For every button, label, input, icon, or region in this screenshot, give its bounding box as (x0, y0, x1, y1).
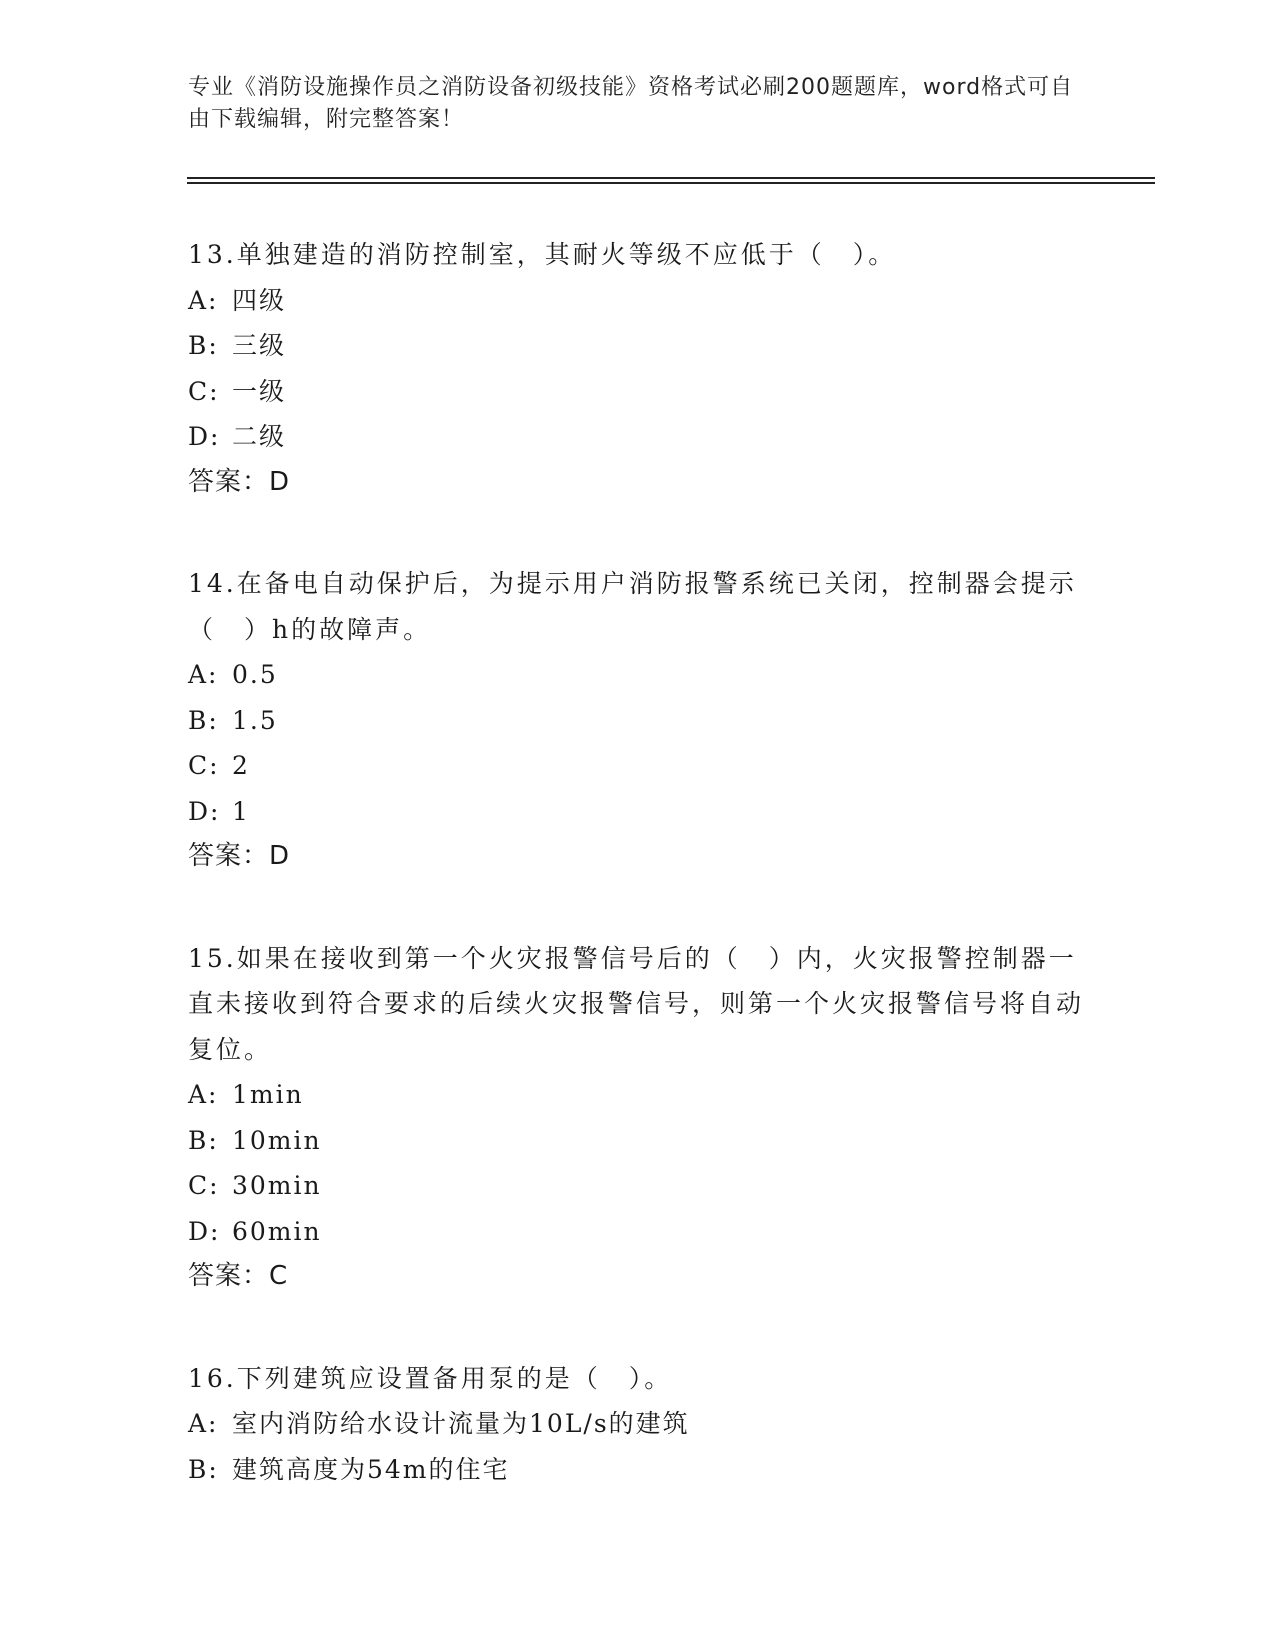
option-text: 0.5 (232, 660, 278, 689)
option-letter: B: (188, 331, 219, 360)
header-divider-bottom (187, 182, 1155, 184)
option-d (188, 789, 1088, 835)
option-b (188, 698, 1088, 744)
option-text: 2 (232, 751, 250, 780)
option-text: 1.5 (232, 705, 278, 735)
option-b (188, 1447, 1088, 1493)
option-letter: C: (188, 1171, 220, 1200)
question-list (188, 232, 1088, 1548)
option-text: 三级 (232, 331, 287, 360)
answer-line: 答案：D (188, 466, 291, 497)
option-text: 一级 (232, 376, 287, 406)
header-divider-top (187, 177, 1155, 179)
question-stem: 16.下列建筑应设置备用泵的是（ ）。 (188, 1363, 673, 1393)
option-letter: A: (188, 285, 219, 315)
option-b (188, 323, 1088, 369)
option-d (188, 1209, 1088, 1255)
option-text: 四级 (232, 285, 287, 315)
option-text: 二级 (232, 422, 287, 451)
option-letter: B: (188, 1125, 219, 1155)
option-c (188, 369, 1088, 415)
option-text: 1 (232, 796, 250, 826)
answer-line: 答案：D (188, 841, 291, 871)
option-d (188, 414, 1088, 460)
option-b (188, 1118, 1088, 1164)
question-stem: 13.单独建造的消防控制室，其耐火等级不应低于（ ）。 (188, 240, 897, 269)
question-stem: 14.在备电自动保护后，为提示用户消防报警系统已关闭，控制器会提示（ ）h的故障声。 (188, 569, 1077, 644)
option-letter: D: (188, 796, 221, 826)
option-text: 室内消防给水设计流量为10L/s的建筑 (232, 1409, 690, 1438)
option-letter: A: (188, 660, 219, 689)
option-letter: B: (188, 705, 219, 735)
option-a (188, 652, 1088, 698)
option-c (188, 743, 1088, 789)
option-text: 30min (232, 1171, 322, 1200)
option-c (188, 1163, 1088, 1209)
question-15 (188, 936, 1088, 1300)
option-letter: B: (188, 1454, 219, 1484)
option-text: 1min (232, 1080, 304, 1109)
option-a (188, 1072, 1088, 1118)
option-letter: D: (188, 1216, 221, 1246)
option-text: 60min (232, 1216, 322, 1246)
option-letter: C: (188, 376, 220, 406)
option-letter: C: (188, 751, 220, 780)
option-letter: A: (188, 1080, 219, 1109)
answer-line: 答案：C (188, 1261, 289, 1291)
question-16 (188, 1356, 1088, 1493)
option-text: 10min (232, 1125, 322, 1155)
option-letter: A: (188, 1409, 219, 1438)
option-a (188, 1401, 1088, 1447)
document-header-intro: 专业《消防设施操作员之消防设备初级技能》资格考试必刷200题题库，word格式可自由下载编辑，附完整答案！ (188, 75, 1074, 132)
question-13 (188, 232, 1088, 505)
question-14 (188, 561, 1088, 880)
option-letter: D: (188, 422, 221, 451)
option-text: 建筑高度为54m的住宅 (232, 1454, 510, 1484)
question-stem: 15.如果在接收到第一个火灾报警信号后的（ ）内，火灾报警控制器一直未接收到符合要求的后续火灾报警信号，则第一个火灾报警信号将自动复位。 (188, 943, 1085, 1064)
option-a (188, 278, 1088, 324)
